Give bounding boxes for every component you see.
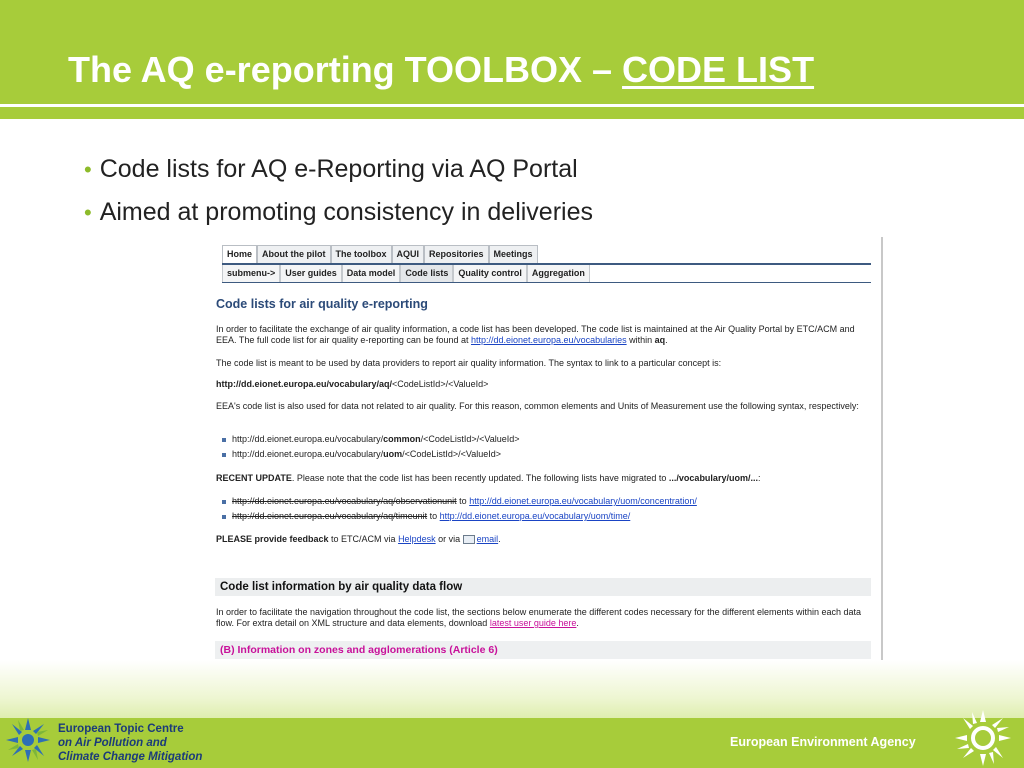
old-url: http://dd.eionet.europa.eu/vocabulary/aq/observationunit: [232, 496, 457, 506]
subtab-code-lists[interactable]: Code lists: [400, 265, 453, 283]
navigation-paragraph: [216, 607, 871, 629]
bullet-list: [84, 148, 593, 234]
bullet-text: Code lists for AQ e-Reporting via AQ Portal: [99, 155, 578, 183]
subtab-quality-control[interactable]: Quality control: [453, 265, 527, 283]
tab-the-toolbox[interactable]: The toolbox: [331, 245, 392, 263]
feedback-paragraph: [216, 534, 871, 545]
navigation-end: .: [576, 618, 579, 628]
subtab-aggregation[interactable]: Aggregation: [527, 265, 590, 283]
list-item: [222, 449, 501, 460]
user-guide-link[interactable]: latest user guide here: [489, 618, 577, 628]
li-url: http://dd.eionet.europa.eu/vocabulary/: [232, 449, 384, 459]
etc-logo-icon: [4, 716, 52, 764]
etc-line-3: Climate Change Mitigation: [58, 751, 203, 763]
eea-sun-logo-icon: [952, 708, 1014, 768]
subtab-user-guides[interactable]: User guides: [280, 265, 342, 283]
embedded-webpage-screenshot: [209, 237, 883, 718]
bullet-square-icon: [222, 453, 226, 457]
old-url: http://dd.eionet.europa.eu/vocabulary/aq/timeunit: [232, 511, 428, 521]
feedback-label: PLEASE provide feedback: [216, 534, 329, 544]
list-item: [222, 496, 697, 507]
time-link[interactable]: http://dd.eionet.europa.eu/vocabulary/uom/time/: [439, 511, 631, 521]
tab-repositories[interactable]: Repositories: [424, 245, 489, 263]
bullet-item: [84, 148, 593, 191]
email-link[interactable]: email: [476, 534, 499, 544]
page-heading: Code lists for air quality e-reporting: [216, 297, 428, 311]
li-suffix: /<CodeListId>/<ValueId>: [402, 449, 502, 459]
sub-nav-tabs: [222, 265, 590, 283]
concentration-link[interactable]: http://dd.eionet.europa.eu/vocabulary/uom/concentration/: [469, 496, 697, 506]
intro-within: within: [626, 335, 655, 345]
common-paragraph: EEA's code list is also used for data not related to air quality. For this reason, common elements and Units of Measurement use the following syntax, respectively:: [216, 401, 859, 411]
list-item: [222, 511, 630, 522]
li-url: http://dd.eionet.europa.eu/vocabulary/: [232, 434, 384, 444]
feedback-end: .: [498, 534, 501, 544]
li-to: to: [456, 496, 470, 506]
etc-line-2: on Air Pollution and: [58, 737, 167, 749]
etc-line-1: European Topic Centre: [58, 723, 184, 735]
recent-update-end: :: [757, 473, 761, 483]
bullet-text: Aimed at promoting consistency in deliveries: [99, 198, 593, 226]
email-icon: [463, 535, 475, 544]
tab-about-the-pilot[interactable]: About the pilot: [257, 245, 330, 263]
subnav-rule: [222, 282, 871, 283]
intro-end: .: [665, 335, 668, 345]
li-to: to: [427, 511, 440, 521]
main-nav-tabs: [222, 245, 538, 263]
eea-name: European Environment Agency: [730, 735, 916, 749]
section-header-zones[interactable]: (B) Information on zones and agglomerations (Article 6): [215, 641, 871, 659]
recent-update-path: .../vocabulary/uom/...: [668, 473, 758, 483]
header-stripe: [0, 107, 1024, 119]
bullet-square-icon: [222, 438, 226, 442]
intro-bold: aq: [654, 335, 666, 345]
slide-title-prefix: The AQ e-reporting TOOLBOX –: [68, 49, 623, 90]
intro-text: In order to facilitate the exchange of air quality information, a code list has been developed. The code list is maintained at the Air Quality Portal by ETC/ACM and EEA. The full code list for air quality e-reporting can be found at: [216, 324, 855, 345]
tab-aqui[interactable]: AQUI: [392, 245, 425, 263]
feedback-text: to ETC/ACM via: [328, 534, 399, 544]
syntax-url: http://dd.eionet.europa.eu/vocabulary/aq/: [216, 379, 393, 389]
section-header-dataflow: Code list information by air quality data flow: [215, 578, 871, 596]
slide-title: [68, 48, 814, 92]
bullet-dot-icon: •: [84, 157, 92, 182]
list-item: [222, 434, 520, 445]
bullet-square-icon: [222, 500, 226, 504]
bullet-dot-icon: •: [84, 200, 92, 225]
subtab-submenu: submenu->: [222, 265, 280, 283]
syntax-paragraph: The code list is meant to be used by data providers to report air quality information. The syntax to link to a particular concept is:: [216, 358, 722, 368]
bullet-item: [84, 191, 593, 234]
vocabularies-link[interactable]: http://dd.eionet.europa.eu/vocabularies: [470, 335, 627, 345]
feedback-or: or via: [435, 534, 463, 544]
tab-meetings[interactable]: Meetings: [489, 245, 538, 263]
li-bold: common: [383, 434, 421, 444]
li-bold: uom: [383, 449, 403, 459]
syntax-suffix: <CodeListId>/<ValueId>: [392, 379, 489, 389]
recent-update-text: . Please note that the code list has been recently updated. The following lists have migrated to: [291, 473, 669, 483]
bullet-square-icon: [222, 515, 226, 519]
syntax-example: [216, 379, 871, 390]
recent-update-paragraph: [216, 473, 871, 484]
subtab-data-model[interactable]: Data model: [342, 265, 401, 283]
helpdesk-link[interactable]: Helpdesk: [398, 534, 436, 544]
tab-home[interactable]: Home: [222, 245, 257, 263]
etc-name: [58, 722, 202, 764]
navigation-text: In order to facilitate the navigation throughout the code list, the sections below enumerate the different codes necessary for the different elements within each data flow. For extra detail on XML structure and data elements, download: [216, 607, 862, 628]
slide-title-link[interactable]: CODE LIST: [622, 49, 815, 90]
recent-update-label: RECENT UPDATE: [216, 473, 292, 483]
intro-paragraph: [216, 324, 871, 346]
li-suffix: /<CodeListId>/<ValueId>: [420, 434, 520, 444]
